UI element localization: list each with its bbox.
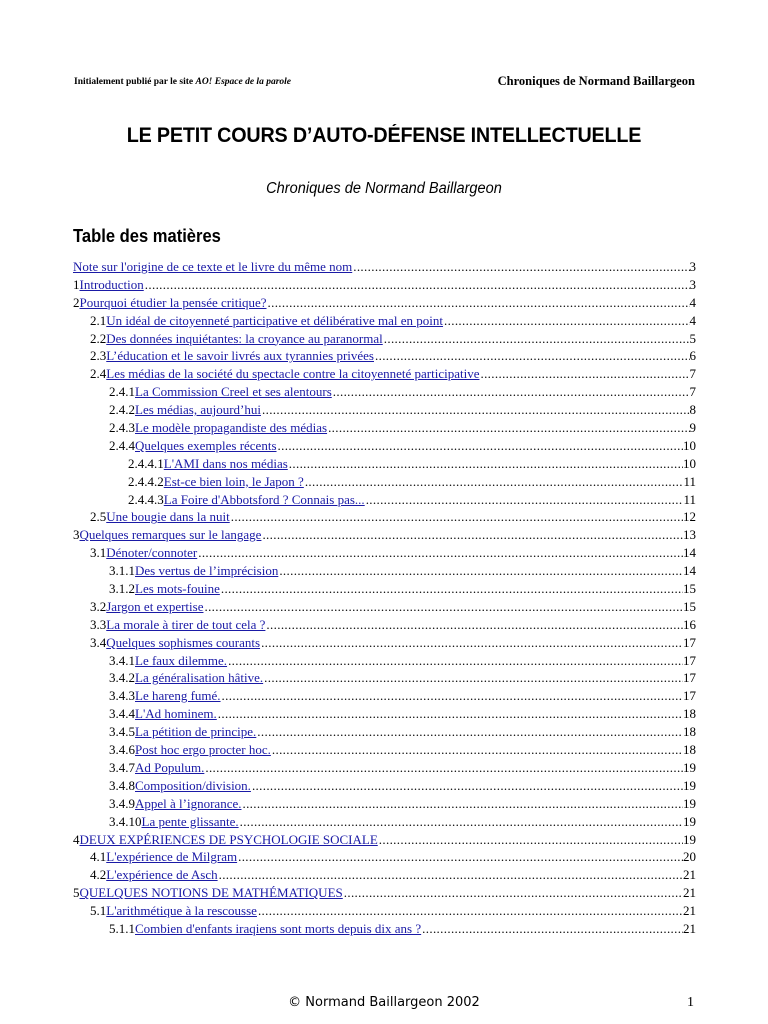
toc-entry-number: 5 [73, 885, 80, 901]
toc-entry-link[interactable]: La Foire d'Abbotsford ? Connais pas... [163, 491, 365, 507]
toc-dot-leader [344, 884, 683, 902]
toc-entry-page: 19 [683, 831, 696, 847]
toc-entry-link[interactable]: La pente glissante. [141, 813, 239, 829]
toc-entry [73, 705, 696, 723]
header-publication-prefix: Initialement publié par le site [74, 77, 196, 87]
toc-entry-page: 21 [683, 885, 696, 901]
toc-entry-link[interactable]: Est-ce bien loin, le Japon ? [163, 473, 304, 489]
toc-entry-number: 2.4.3 [109, 420, 135, 436]
toc-dot-leader [258, 902, 683, 920]
toc-entry [73, 437, 696, 455]
toc-entry [73, 258, 696, 276]
toc-entry-page: 18 [683, 706, 696, 722]
toc-entry-link[interactable]: La généralisation hâtive. [135, 670, 264, 686]
toc-entry-link[interactable]: L'expérience de Asch [106, 867, 218, 883]
toc-entry-page: 4 [689, 294, 696, 310]
toc-dot-leader [305, 473, 684, 491]
document-subtitle: Chroniques de Normand Baillargeon [266, 180, 502, 197]
toc-dot-leader [422, 920, 683, 938]
toc-entry-link[interactable]: Quelques sophismes courants [106, 634, 261, 650]
toc-dot-leader [278, 437, 683, 455]
toc-entry-page: 7 [689, 384, 696, 400]
toc-entry [73, 455, 696, 473]
toc-entry-link[interactable]: La morale à tirer de tout cela ? [106, 616, 266, 632]
toc-entry-link[interactable]: Des vertus de l’imprécision [135, 563, 279, 579]
toc-entry [73, 347, 696, 365]
toc-entry-number: 3.3 [90, 616, 107, 632]
toc-dot-leader [198, 544, 683, 562]
toc-entry-link[interactable]: La pétition de principe. [135, 724, 257, 740]
toc-entry-link[interactable]: Composition/division. [135, 777, 251, 793]
toc-entry-page: 7 [689, 366, 696, 382]
toc-dot-leader [266, 616, 683, 634]
toc-entry-number: 3.4.1 [109, 652, 135, 668]
toc-entry-number: 3.4.2 [109, 670, 135, 686]
toc-dot-leader [379, 831, 683, 849]
toc-dot-leader [240, 813, 683, 831]
toc-entry-number: 3.4.6 [109, 742, 135, 758]
toc-entry-number: 3.2 [90, 598, 107, 614]
toc-entry [73, 383, 696, 401]
toc-entry [73, 813, 696, 831]
toc-entry-number: 2 [73, 294, 80, 310]
toc-entry-number: 2.4 [90, 366, 107, 382]
toc-entry-number: 3.4.7 [109, 759, 135, 775]
footer-page-number: 1 [687, 995, 694, 1010]
toc-dot-leader [219, 866, 683, 884]
toc-entry-page: 17 [683, 670, 696, 686]
toc-entry-page: 18 [683, 724, 696, 740]
toc-entry-number: 3.4.3 [109, 688, 135, 704]
toc-dot-leader [268, 294, 690, 312]
toc-entry [73, 831, 696, 849]
toc-entry-page: 14 [683, 563, 696, 579]
toc-entry-link[interactable]: Quelques remarques sur le langage [79, 527, 262, 543]
toc-dot-leader [231, 508, 683, 526]
toc-entry-link[interactable]: Le modèle propagandiste des médias [135, 420, 328, 436]
toc-dot-leader [272, 741, 683, 759]
toc-dot-leader [264, 669, 683, 687]
toc-dot-leader [262, 526, 683, 544]
toc-entry-number: 2.3 [90, 348, 107, 364]
toc-entry [73, 902, 696, 920]
toc-entry-link[interactable]: QUELQUES NOTIONS DE MATHÉMATIQUES [79, 885, 343, 901]
toc-entry-page: 17 [683, 652, 696, 668]
toc-entry-number: 2.4.2 [109, 402, 135, 418]
toc-entry-page: 10 [683, 455, 696, 471]
toc-entry-page: 17 [683, 634, 696, 650]
toc-entry-number: 3.1.2 [109, 581, 135, 597]
toc-entry-link[interactable]: Introduction [79, 276, 144, 292]
toc-dot-leader [228, 652, 683, 670]
toc-entry-number: 3.4.9 [109, 795, 135, 811]
toc-entry [73, 276, 696, 294]
toc-entry [73, 508, 696, 526]
toc-dot-leader [353, 258, 689, 276]
toc-heading: Table des matières [73, 226, 221, 246]
toc-dot-leader [262, 401, 690, 419]
header-running-title: Chroniques de Normand Baillargeon [497, 74, 695, 88]
toc-entry [73, 687, 696, 705]
toc-entry-link[interactable]: L’éducation et le savoir livrés aux tyrannies privées [106, 348, 374, 364]
toc-entry [73, 884, 696, 902]
toc-dot-leader [252, 777, 683, 795]
toc-entry-number: 3.1 [90, 545, 107, 561]
toc-entry [73, 777, 696, 795]
toc-entry-page: 12 [683, 509, 696, 525]
toc-entry-link[interactable]: Une bougie dans la nuit [106, 509, 230, 525]
toc-entry-link[interactable]: Combien d'enfants iraqiens sont morts depuis dix ans ? [135, 920, 422, 936]
toc-entry-page: 4 [689, 312, 696, 328]
toc-dot-leader [261, 634, 683, 652]
toc-entry-number: 1 [73, 276, 80, 292]
toc-entry-link[interactable]: Appel à l’ignorance. [135, 795, 242, 811]
toc-entry-link[interactable]: Les mots-fouine [135, 581, 220, 597]
toc-entry-page: 15 [683, 581, 696, 597]
toc-entry [73, 866, 696, 884]
toc-dot-leader [218, 705, 683, 723]
toc-dot-leader [384, 330, 690, 348]
toc-entry-link[interactable]: Quelques exemples récents [135, 437, 277, 453]
toc-dot-leader [366, 491, 684, 509]
toc-entry-page: 14 [683, 545, 696, 561]
toc-entry-number: 5.1.1 [109, 920, 135, 936]
toc-entry [73, 723, 696, 741]
toc-entry [73, 652, 696, 670]
toc-entry [73, 669, 696, 687]
toc-entry-number: 2.4.4.3 [128, 491, 164, 507]
toc-entry [73, 365, 696, 383]
toc-entry-page: 21 [683, 903, 696, 919]
toc-entry [73, 473, 696, 491]
toc-entry-number: 2.4.4.1 [128, 455, 164, 471]
toc-entry-number: 3.4.10 [109, 813, 142, 829]
toc-entry-page: 8 [689, 402, 696, 418]
toc-entry-page: 21 [683, 867, 696, 883]
toc-entry-number: 2.4.4 [109, 437, 135, 453]
toc-entry-page: 5 [689, 330, 696, 346]
toc-entry [73, 598, 696, 616]
toc-entry-page: 17 [683, 688, 696, 704]
toc-entry-link[interactable]: Le faux dilemme. [135, 652, 228, 668]
toc-dot-leader [279, 562, 683, 580]
toc-dot-leader [328, 419, 689, 437]
table-of-contents [73, 258, 696, 938]
toc-entry [73, 312, 696, 330]
toc-entry-number: 5.1 [90, 903, 107, 919]
toc-entry-link[interactable]: Des données inquiétantes: la croyance au paranormal [106, 330, 383, 346]
toc-entry-link[interactable]: Post hoc ergo procter hoc. [135, 742, 271, 758]
toc-entry-link[interactable]: Un idéal de citoyenneté participative et délibérative mal en point [106, 312, 444, 328]
toc-dot-leader [242, 795, 683, 813]
toc-entry-number: 4.2 [90, 867, 107, 883]
toc-dot-leader [257, 723, 683, 741]
footer-copyright: © Normand Baillargeon 2002 [288, 995, 480, 1010]
toc-entry-page: 11 [683, 491, 696, 507]
toc-entry [73, 741, 696, 759]
toc-entry-page: 11 [683, 473, 696, 489]
toc-dot-leader [375, 347, 690, 365]
toc-entry [73, 759, 696, 777]
toc-entry [73, 330, 696, 348]
toc-entry-page: 19 [683, 795, 696, 811]
toc-entry-link[interactable]: L'expérience de Milgram [106, 849, 238, 865]
toc-entry [73, 419, 696, 437]
toc-entry [73, 795, 696, 813]
toc-dot-leader [289, 455, 683, 473]
header-publication-site: AO! Espace de la parole [195, 77, 292, 87]
toc-entry-link[interactable]: Les médias, aujourd’hui [135, 402, 261, 418]
toc-entry-number: 3.1.1 [109, 563, 135, 579]
toc-entry-number: 3.4.5 [109, 724, 135, 740]
toc-entry-number: 3.4.4 [109, 706, 135, 722]
toc-entry-page: 6 [689, 348, 696, 364]
toc-entry-link[interactable]: Les médias de la société du spectacle contre la citoyenneté participative [106, 366, 480, 382]
toc-entry [73, 526, 696, 544]
document-title: LE PETIT COURS D’AUTO-DÉFENSE INTELLECTUELLE [126, 124, 642, 147]
toc-entry-number: 2.4.1 [109, 384, 135, 400]
toc-entry [73, 544, 696, 562]
toc-entry-page: 3 [689, 259, 696, 274]
toc-entry [73, 401, 696, 419]
toc-entry-link[interactable]: Jargon et expertise [106, 598, 204, 614]
toc-entry-link[interactable]: Le hareng fumé. [135, 688, 221, 704]
toc-entry-number: 3 [73, 527, 80, 543]
toc-entry [73, 920, 696, 938]
toc-dot-leader [480, 365, 689, 383]
toc-entry-page: 19 [683, 813, 696, 829]
toc-entry-number: 2.2 [90, 330, 107, 346]
toc-entry-page: 21 [683, 920, 696, 936]
toc-entry-link[interactable]: L'arithmétique à la rescousse [106, 903, 257, 919]
toc-entry-page: 15 [683, 598, 696, 614]
toc-entry-link[interactable]: L'Ad hominem. [135, 706, 217, 722]
toc-entry-link[interactable]: Dénoter/connoter [106, 545, 198, 561]
toc-entry-page: 13 [683, 527, 696, 543]
toc-entry [73, 562, 696, 580]
toc-entry-number: 3.4.8 [109, 777, 135, 793]
toc-entry-page: 10 [683, 437, 696, 453]
toc-entry-number: 4 [73, 831, 80, 847]
toc-entry-number: 2.5 [90, 509, 107, 525]
toc-entry-link[interactable]: La Commission Creel et ses alentours [135, 384, 332, 400]
toc-entry [73, 491, 696, 509]
header-publication-note [74, 77, 291, 87]
toc-dot-leader [221, 580, 683, 598]
toc-entry-link[interactable]: Note sur l'origine de ce texte et le livre du même nom [73, 259, 353, 274]
toc-entry-page: 16 [683, 616, 696, 632]
toc-entry-page: 3 [689, 276, 696, 292]
toc-dot-leader [238, 848, 683, 866]
toc-entry-link[interactable]: DEUX EXPÉRIENCES DE PSYCHOLOGIE SOCIALE [79, 831, 378, 847]
toc-entry [73, 634, 696, 652]
toc-entry-page: 19 [683, 777, 696, 793]
toc-entry-number: 3.4 [90, 634, 107, 650]
toc-entry [73, 848, 696, 866]
toc-entry-link[interactable]: L'AMI dans nos médias [163, 455, 288, 471]
toc-dot-leader [205, 759, 683, 777]
toc-dot-leader [222, 687, 683, 705]
toc-entry-link[interactable]: Pourquoi étudier la pensée critique? [79, 294, 267, 310]
toc-dot-leader [145, 276, 690, 294]
toc-dot-leader [444, 312, 689, 330]
toc-entry-page: 18 [683, 742, 696, 758]
toc-entry [73, 294, 696, 312]
toc-dot-leader [204, 598, 683, 616]
toc-entry-number: 2.1 [90, 312, 107, 328]
toc-dot-leader [333, 383, 690, 401]
toc-entry-page: 19 [683, 759, 696, 775]
toc-entry-number: 2.4.4.2 [128, 473, 164, 489]
toc-entry [73, 580, 696, 598]
toc-entry-number: 4.1 [90, 849, 107, 865]
toc-entry-page: 20 [683, 849, 696, 865]
toc-entry-link[interactable]: Ad Populum. [135, 759, 205, 775]
toc-entry [73, 616, 696, 634]
toc-entry-page: 9 [689, 420, 696, 436]
